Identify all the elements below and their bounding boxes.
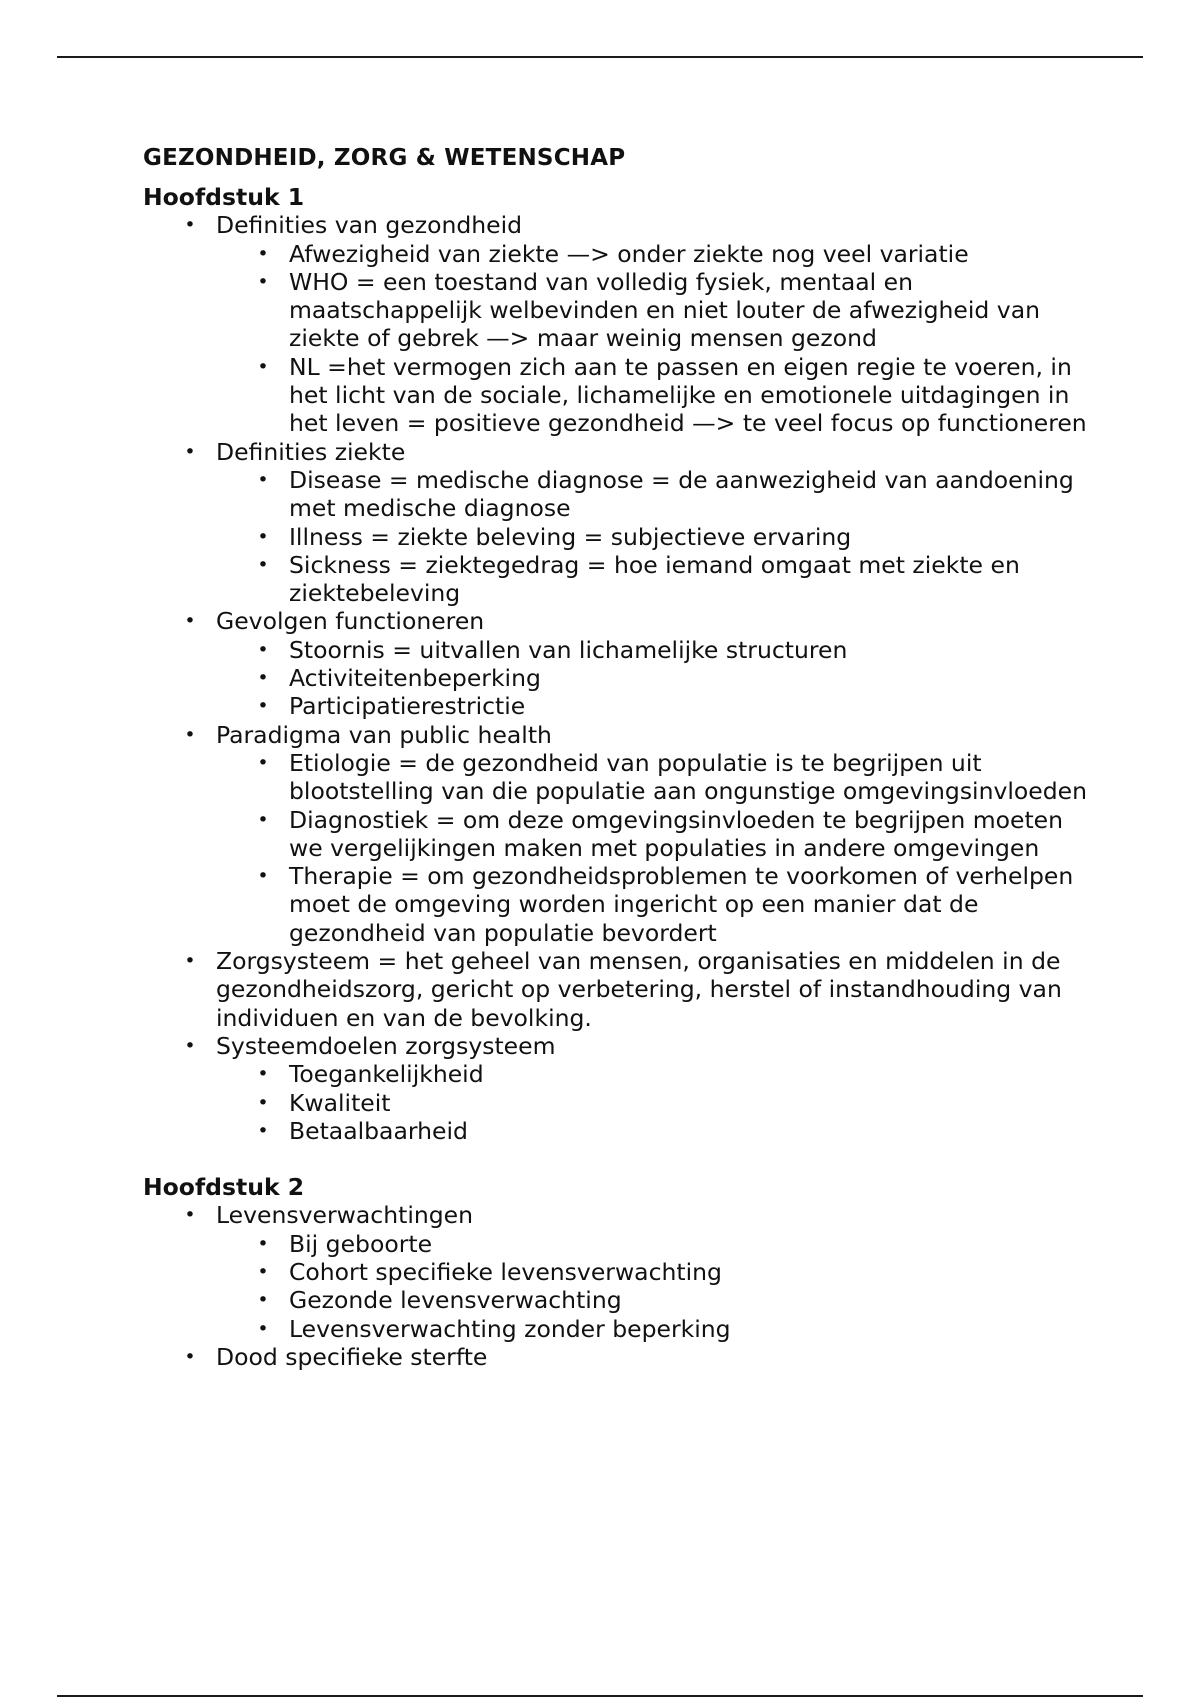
sub-list-item <box>216 749 1103 806</box>
sub-list-item-text: Gezonde levensverwachting <box>289 1286 622 1315</box>
sub-list <box>216 636 1103 721</box>
sub-list-item-text: Activiteitenbeperking <box>289 664 541 693</box>
sub-list <box>216 466 1103 607</box>
sub-list-item <box>216 806 1103 863</box>
list-item-text: Dood specifieke sterfte <box>216 1342 488 1371</box>
sub-list <box>216 1230 1103 1343</box>
sub-list-item <box>216 1117 1103 1145</box>
chapter-2-list <box>143 1201 1103 1371</box>
bullet-icon: • <box>257 242 269 265</box>
sub-list-item <box>216 268 1103 353</box>
bullet-icon: • <box>257 355 269 378</box>
bullet-icon: • <box>257 553 269 576</box>
bullet-icon: • <box>257 638 269 661</box>
bullet-icon: • <box>257 1063 269 1086</box>
bullet-icon: • <box>257 270 269 293</box>
list-item-text: Definities van gezondheid <box>216 211 523 240</box>
sub-list-item-text: Kwaliteit <box>289 1088 391 1117</box>
list-item <box>143 607 1103 720</box>
sub-list <box>216 240 1103 438</box>
bullet-icon: • <box>184 723 196 746</box>
sub-list-item-text: Disease = medische diagnose = de aanwezigheid van aandoening met medische diagnose <box>289 465 1074 523</box>
sub-list-item-text: Therapie = om gezondheidsproblemen te voorkomen of verhelpen moet de omgeving worden ingericht op een manier dat de gezondheid van populatie bevordert <box>289 862 1074 947</box>
chapter-1-list <box>143 211 1103 1145</box>
list-item <box>143 1201 1103 1342</box>
top-rule <box>57 56 1143 58</box>
bullet-icon: • <box>257 667 269 690</box>
sub-list-item-text: Illness = ziekte beleving = subjectieve ervaring <box>289 522 852 551</box>
bullet-icon: • <box>257 1317 269 1340</box>
sub-list-item-text: Participatierestrictie <box>289 692 526 721</box>
sub-list-item <box>216 1315 1103 1343</box>
list-item-text: Paradigma van public health <box>216 720 552 749</box>
sub-list-item <box>216 692 1103 720</box>
list-item-text: Zorgsysteem = het geheel van mensen, organisaties en middelen in de gezondheidszorg, gericht op verbetering, herstel of instandhouding van individuen en van de bevolking. <box>216 947 1062 1032</box>
bullet-icon: • <box>257 1119 269 1142</box>
bullet-icon: • <box>184 440 196 463</box>
list-item-text: Levensverwachtingen <box>216 1201 474 1230</box>
list-item <box>143 947 1103 1032</box>
sub-list-item-text: NL =het vermogen zich aan te passen en eigen regie te voeren, in het licht van de sociale, lichamelijke en emotionele uitdagingen in het leven = positieve gezondheid —> te veel focus op functioneren <box>289 352 1087 438</box>
bullet-icon: • <box>184 214 196 237</box>
list-item-text: Gevolgen functioneren <box>216 607 485 636</box>
bullet-icon: • <box>257 751 269 774</box>
sub-list-item-text: Cohort specifieke levensverwachting <box>289 1257 722 1286</box>
bullet-icon: • <box>184 1204 196 1227</box>
sub-list-item-text: Toegankelijkheid <box>289 1060 484 1089</box>
bullet-icon: • <box>257 1091 269 1114</box>
sub-list-item <box>216 1230 1103 1258</box>
bullet-icon: • <box>184 1034 196 1057</box>
bullet-icon: • <box>257 468 269 491</box>
list-item <box>143 438 1103 608</box>
sub-list-item <box>216 664 1103 692</box>
sub-list-item-text: Afwezigheid van ziekte —> onder ziekte nog veel variatie <box>289 239 969 268</box>
sub-list-item <box>216 551 1103 608</box>
sub-list-item-text: Etiologie = de gezondheid van populatie is te begrijpen uit blootstelling van die populatie aan ongunstige omgevingsinvloeden <box>289 748 1088 806</box>
chapter-heading-1: Hoofdstuk 1 <box>143 183 305 211</box>
sub-list-item <box>216 636 1103 664</box>
sub-list-item <box>216 1060 1103 1088</box>
bullet-icon: • <box>257 1232 269 1255</box>
sub-list-item <box>216 862 1103 947</box>
document-body <box>143 138 1103 1371</box>
list-item-text: Definities ziekte <box>216 437 406 466</box>
sub-list-item <box>216 466 1103 523</box>
sub-list-item-text: Bij geboorte <box>289 1229 433 1258</box>
list-item-text: Systeemdoelen zorgsysteem <box>216 1031 556 1060</box>
sub-list-item-text: Levensverwachting zonder beperking <box>289 1314 731 1343</box>
sub-list <box>216 749 1103 947</box>
list-item <box>143 211 1103 437</box>
document-title: GEZONDHEID, ZORG & WETENSCHAP <box>143 145 626 171</box>
bullet-icon: • <box>184 610 196 633</box>
sub-list-item-text: WHO = een toestand van volledig fysiek, mentaal en maatschappelijk welbevinden en niet louter de afwezigheid van ziekte of gebrek —> maar weinig mensen gezond <box>289 267 1041 353</box>
sub-list-item-text: Sickness = ziektegedrag = hoe iemand omgaat met ziekte en ziektebeleving <box>289 550 1020 608</box>
list-item <box>143 1032 1103 1145</box>
bullet-icon: • <box>257 695 269 718</box>
sub-list-item <box>216 1089 1103 1117</box>
bullet-icon: • <box>257 525 269 548</box>
sub-list-item-text: Diagnostiek = om deze omgevingsinvloeden te begrijpen moeten we vergelijkingen maken met populaties in andere omgevingen <box>289 805 1064 862</box>
sub-list-item-text: Stoornis = uitvallen van lichamelijke structuren <box>289 635 848 664</box>
bullet-icon: • <box>257 808 269 831</box>
chapter-heading-2: Hoofdstuk 2 <box>143 1173 305 1202</box>
bullet-icon: • <box>257 1260 269 1283</box>
bottom-rule <box>57 1695 1143 1697</box>
sub-list-item-text: Betaalbaarheid <box>289 1116 468 1145</box>
bullet-icon: • <box>257 1289 269 1312</box>
sub-list <box>216 1060 1103 1145</box>
sub-list-item <box>216 523 1103 551</box>
sub-list-item <box>216 353 1103 438</box>
sub-list-item <box>216 240 1103 268</box>
sub-list-item <box>216 1258 1103 1286</box>
list-item <box>143 1343 1103 1371</box>
bullet-icon: • <box>257 865 269 888</box>
sub-list-item <box>216 1286 1103 1314</box>
bullet-icon: • <box>184 1345 196 1368</box>
list-item <box>143 721 1103 947</box>
bullet-icon: • <box>184 950 196 973</box>
